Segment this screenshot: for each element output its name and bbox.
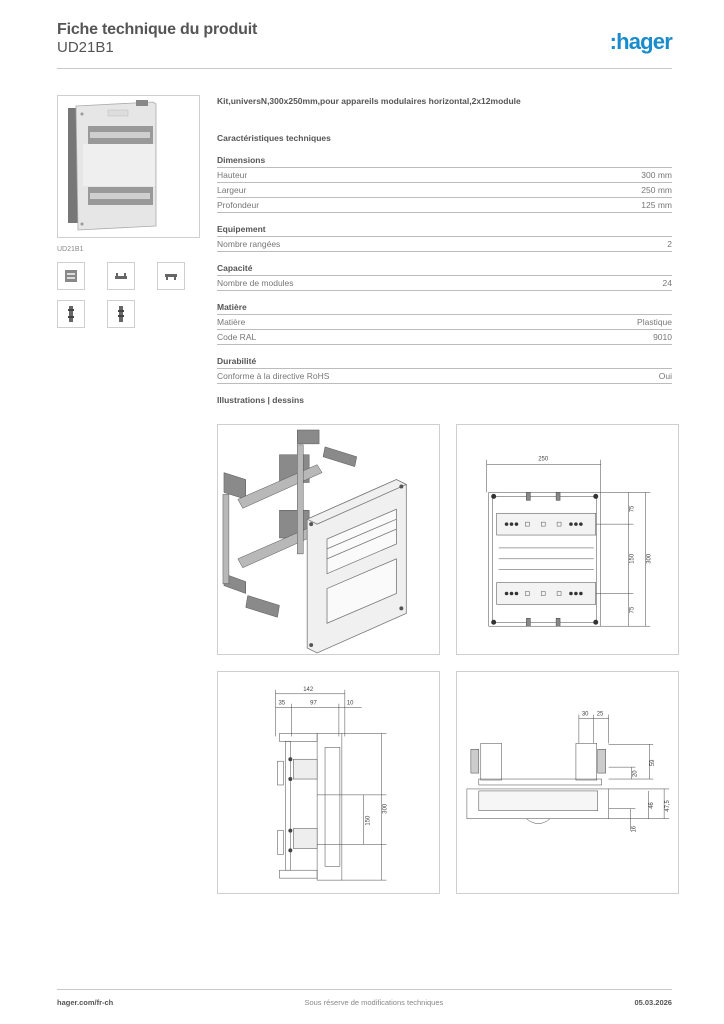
svg-text:75: 75 [629, 505, 636, 513]
accessory-vertical-clip-icon [63, 305, 79, 323]
spec-row [217, 168, 672, 183]
svg-text:30: 30 [581, 711, 589, 718]
group-title: Durabilité [217, 356, 672, 369]
spec-value: 2 [667, 239, 672, 249]
svg-text:35: 35 [278, 700, 286, 707]
accessory-rail-clip-icon [113, 268, 129, 284]
product-description: Kit,universN,300x250mm,pour appareils modulaires horizontal,2x12module [217, 96, 521, 106]
svg-text:59: 59 [650, 759, 657, 767]
spec-group-durabilite [217, 356, 672, 384]
spec-value: 9010 [653, 332, 672, 342]
thumbnail-5[interactable] [107, 300, 135, 328]
spec-row [217, 315, 672, 330]
drawing-side-view[interactable] [217, 671, 440, 894]
group-title: Dimensions [217, 155, 672, 168]
product-images [57, 95, 202, 338]
spec-row [217, 198, 672, 213]
spec-group-capacite [217, 263, 672, 291]
spec-label: Hauteur [217, 170, 248, 180]
footer-divider [57, 989, 672, 990]
spec-value: Oui [658, 371, 672, 381]
page-footer [57, 998, 672, 1007]
header-divider [57, 68, 672, 69]
svg-text:75: 75 [629, 606, 636, 614]
group-title: Capacité [217, 263, 672, 276]
spec-value: 250 mm [641, 185, 672, 195]
accessory-vertical-clip-2-icon [113, 305, 129, 323]
accessory-frame-icon [63, 268, 79, 284]
svg-text:300: 300 [382, 803, 389, 814]
spec-row [217, 276, 672, 291]
footer-disclaimer: Sous réserve de modifications techniques [304, 998, 444, 1007]
svg-text:47,5: 47,5 [665, 800, 672, 812]
spec-row [217, 330, 672, 345]
thumbnail-4[interactable] [57, 300, 85, 328]
svg-text:16: 16 [631, 825, 638, 833]
svg-text:250: 250 [538, 456, 549, 463]
spec-value: 300 mm [641, 170, 672, 180]
spec-label: Conforme à la directive RoHS [217, 371, 330, 381]
svg-text:150: 150 [365, 815, 372, 826]
spec-label: Nombre de modules [217, 278, 294, 288]
front-dimension-drawing-icon [457, 425, 678, 654]
spec-group-matiere [217, 302, 672, 345]
drawing-exploded-view[interactable] [217, 424, 440, 655]
spec-group-equipement [217, 224, 672, 252]
svg-text:46: 46 [649, 802, 656, 809]
product-photo-icon [58, 96, 199, 237]
group-title: Matière [217, 302, 672, 315]
svg-text:25: 25 [596, 711, 604, 718]
spec-row [217, 369, 672, 384]
product-details [217, 96, 672, 405]
side-dimension-drawing-icon [218, 672, 439, 893]
spec-label: Nombre rangées [217, 239, 281, 249]
spec-row [217, 183, 672, 198]
top-dimension-drawing-icon [457, 672, 678, 893]
spec-group-dimensions [217, 155, 672, 213]
product-photo[interactable] [57, 95, 200, 238]
spec-value: Plastique [637, 317, 672, 327]
spec-value: 125 mm [641, 200, 672, 210]
svg-text:97: 97 [310, 700, 317, 707]
footer-date: 05.03.2026 [634, 998, 672, 1007]
hager-logo: :hager [609, 29, 672, 54]
document-title: Fiche technique du produit [57, 21, 258, 38]
spec-row [217, 237, 672, 252]
svg-text:300: 300 [646, 553, 653, 564]
svg-text:10: 10 [346, 700, 354, 707]
exploded-assembly-icon [218, 425, 439, 654]
svg-text:142: 142 [303, 686, 314, 693]
thumbnail-list [57, 262, 207, 338]
spec-label: Code RAL [217, 332, 257, 342]
product-reference: UD21B1 [57, 39, 114, 56]
group-title: Equipement [217, 224, 672, 237]
spec-label: Matière [217, 317, 246, 327]
footer-website-link[interactable]: hager.com/fr-ch [57, 998, 114, 1007]
svg-text:20: 20 [632, 770, 639, 778]
spec-label: Largeur [217, 185, 247, 195]
drawing-top-view[interactable] [456, 671, 679, 894]
drawing-front-view[interactable] [456, 424, 679, 655]
thumbnail-3[interactable] [157, 262, 185, 290]
spec-label: Profondeur [217, 200, 260, 210]
accessory-bracket-icon [163, 268, 179, 284]
thumbnail-2[interactable] [107, 262, 135, 290]
thumbnail-1[interactable] [57, 262, 85, 290]
illustrations-title: Illustrations | dessins [217, 395, 304, 405]
photo-caption: UD21B1 [57, 246, 84, 253]
spec-value: 24 [662, 278, 672, 288]
page-header [57, 20, 672, 70]
svg-text:150: 150 [629, 553, 636, 564]
specs-heading: Caractéristiques techniques [217, 133, 331, 143]
